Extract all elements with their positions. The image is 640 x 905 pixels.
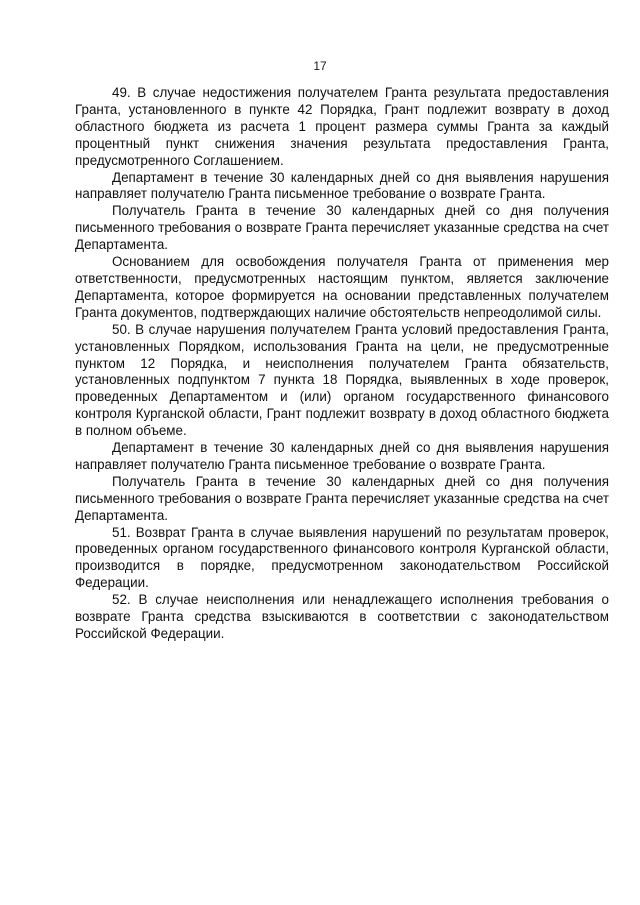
paragraph-49: 49. В случае недостижения получателем Гранта результата предоставления Гранта, установленного в пункте 42 Порядка, Грант подлежит возврату в доход областного бюджета из расчета 1 процент размера суммы Гранта за каждый процентный пункт снижения значения результата предоставления Гранта, предусмотренного Соглашением. <box>75 85 609 168</box>
paragraph-49-notice: Департамент в течение 30 календарных дней со дня выявления нарушения направляет получателю Гранта письменное требование о возврате Гранта. <box>75 169 609 202</box>
document-body <box>75 85 609 643</box>
paragraph-49-exemption: Основанием для освобождения получателя Гранта от применения мер ответственности, предусмотренных настоящим пунктом, является заключение Департамента, которое формируется на основании представленных получателем Гранта документов, подтверждающих наличие обстоятельств непреодолимой силы. <box>75 254 609 320</box>
paragraph-50-notice: Департамент в течение 30 календарных дней со дня выявления нарушения направляет получателю Гранта письменное требование о возврате Гранта. <box>75 440 609 472</box>
page-number: 17 <box>313 59 327 73</box>
paragraph-50-transfer: Получатель Гранта в течение 30 календарных дней со дня получения письменного требования о возврате Гранта перечисляет указанные средства на счет Департамента. <box>75 473 609 523</box>
paragraph-50: 50. В случае нарушения получателем Гранта условий предоставления Гранта, установленных Порядком, использования Гранта на цели, не предусмотренные пунктом 12 Порядка, и неисполнения получателем Гранта обязательств, установленных подпунктом 7 пункта 18 Порядка, выявленных в ходе проверок, проведенных Департаментом и (или) органом государственного финансового контроля Курганской области, Грант подлежит возврату в доход областного бюджета в полном объеме. <box>75 321 609 439</box>
paragraph-52: 52. В случае неисполнения или ненадлежащего исполнения требования о возврате Гранта средства взыскиваются в соответствии с законодательством Российской Федерации. <box>75 592 609 641</box>
paragraph-49-transfer: Получатель Гранта в течение 30 календарных дней со дня получения письменного требования о возврате Гранта перечисляет указанные средства на счет Департамента. <box>75 203 609 253</box>
paragraph-51: 51. Возврат Гранта в случае выявления нарушений по результатам проверок, проведенных органом государственного финансового контроля Курганской области, производится в порядке, предусмотренном законодательством Российской Федерации. <box>75 524 609 591</box>
